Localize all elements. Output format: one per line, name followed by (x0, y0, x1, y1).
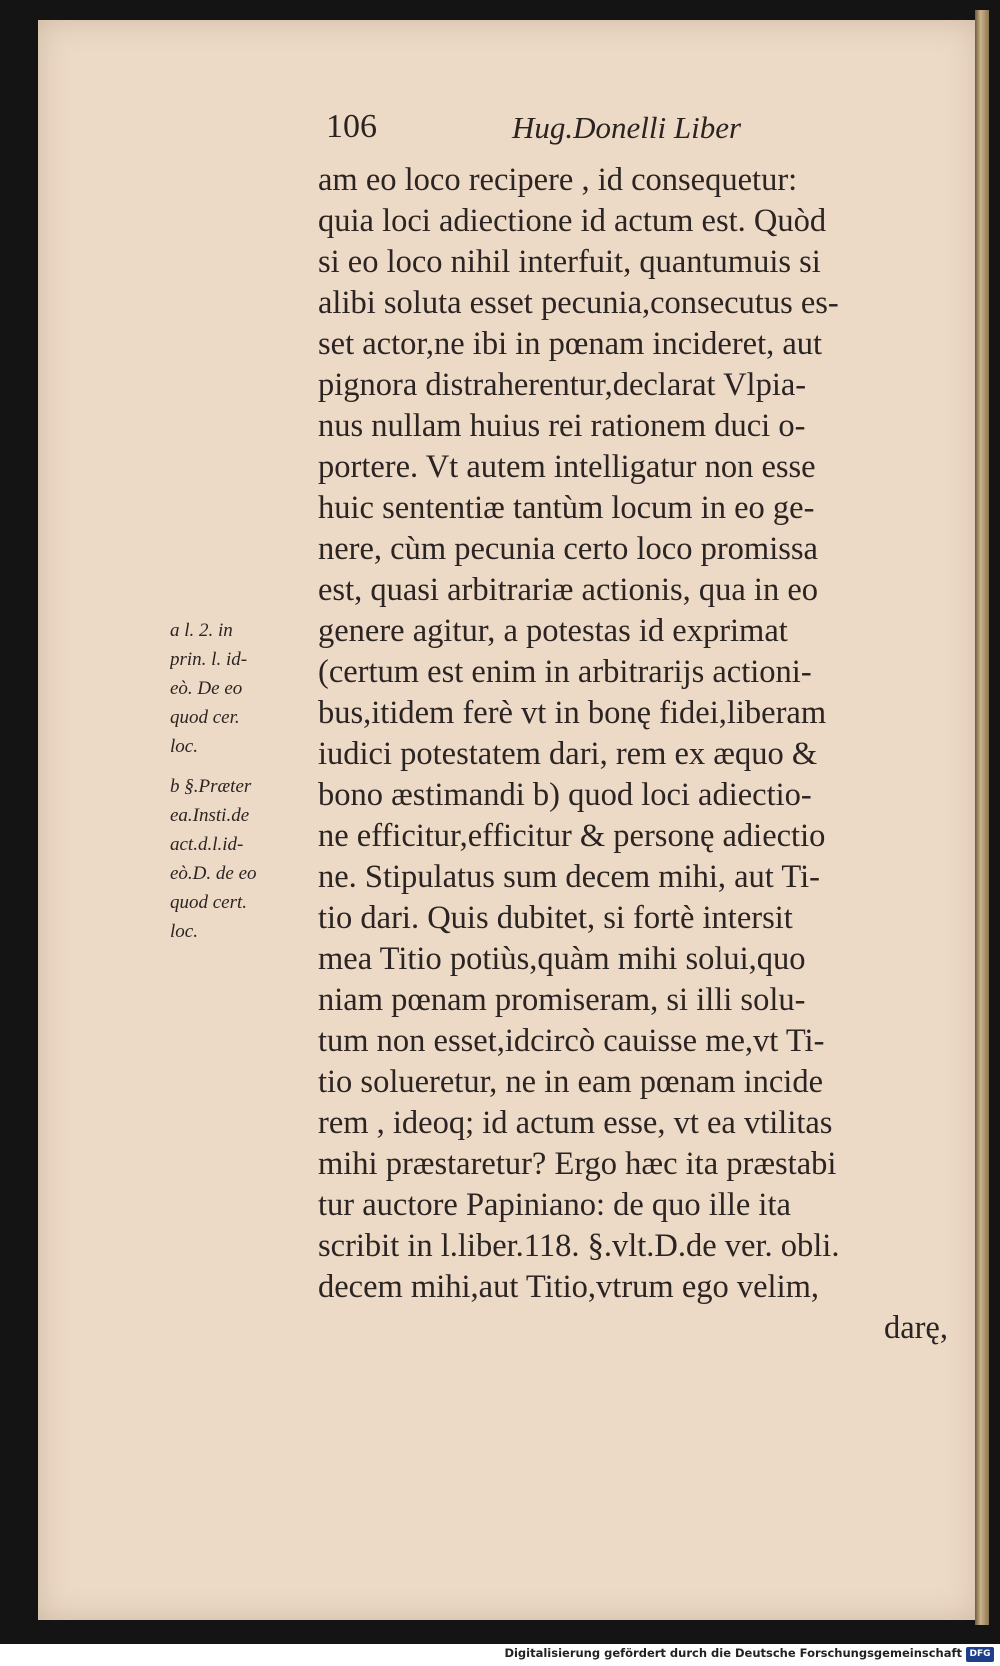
margin-note-line: eò.D. de eo (170, 863, 257, 884)
margin-note-line: a l. 2. in (170, 620, 233, 641)
margin-note-line: act.d.l.id- (170, 834, 244, 855)
margin-note-line: b §.Præter (170, 776, 252, 797)
margin-note-line: loc. (170, 736, 198, 757)
margin-note-line: loc. (170, 921, 198, 942)
page-header (326, 108, 796, 152)
text-line: bus,itidem ferè vt in bonę fidei,liberam (318, 695, 827, 731)
margin-note-line: quod cert. (170, 892, 248, 913)
text-line: pignora distraherentur,declarat Vlpia- (318, 367, 807, 403)
text-line: tio solueretur, ne in eam pœnam incide (318, 1064, 824, 1100)
text-line: set actor,ne ibi in pœnam incideret, aut (318, 326, 823, 362)
text-line: quia loci adiectione id actum est. Quòd (318, 203, 827, 239)
body-text (318, 160, 948, 1349)
text-line: huic sententiæ tantùm locum in eo ge- (318, 490, 815, 526)
margin-note (170, 616, 310, 761)
page-edge (975, 10, 989, 1625)
text-line: est, quasi arbitrariæ actionis, qua in eo (318, 572, 819, 608)
text-line: tum non esset,idcircò cauisse me,vt Ti- (318, 1023, 825, 1059)
text-line: darę, (883, 1310, 948, 1346)
dfg-logo: DFG (966, 1647, 994, 1662)
text-line: mea Titio potiùs,quàm mihi solui,quo (318, 941, 806, 977)
text-line: rem , ideoq; id actum esse, vt ea vtilitas (318, 1105, 833, 1141)
margin-notes (170, 616, 310, 957)
text-line: mihi præstaretur? Ergo hæc ita præstabi (318, 1146, 837, 1182)
text-line: ne efficitur,efficitur & personę adiectio (318, 818, 826, 854)
text-line: tur auctore Papiniano: de quo ille ita (318, 1187, 791, 1223)
text-line: genere agitur, a potestas id exprimat (318, 613, 788, 649)
text-line: iudici potestatem dari, rem ex æquo & (318, 736, 818, 772)
text-line: tio dari. Quis dubitet, si fortè intersit (318, 900, 793, 936)
text-line: nus nullam huius rei rationem duci o- (318, 408, 806, 444)
text-line: alibi soluta esset pecunia,consecutus es- (318, 285, 839, 321)
text-line: ne. Stipulatus sum decem mihi, aut Ti- (318, 859, 820, 895)
footer-bar (0, 1644, 1000, 1666)
funding-credit: Digitalisierung gefördert durch die Deutsche Forschungsgemeinschaft (504, 1646, 962, 1660)
margin-note-line: ea.Insti.de (170, 805, 250, 826)
text-line: (certum est enim in arbitrarijs actioni- (318, 654, 812, 690)
text-line: decem mihi,aut Titio,vtrum ego velim, (318, 1269, 820, 1305)
text-line: nere, cùm pecunia certo loco promissa (318, 531, 818, 567)
page-number: 106 (326, 108, 377, 145)
text-line: am eo loco recipere , id consequetur: (318, 162, 798, 198)
running-head: Hug.Donelli Liber (512, 110, 742, 145)
text-line: bono æstimandi b) quod loci adiectio- (318, 777, 812, 813)
margin-note (170, 772, 310, 946)
text-line: scribit in l.liber.118. §.vlt.D.de ver. obli. (318, 1228, 840, 1264)
text-line: portere. Vt autem intelligatur non esse (318, 449, 816, 485)
margin-note-line: quod cer. (170, 707, 240, 728)
text-line: si eo loco nihil interfuit, quantumuis si (318, 244, 821, 280)
margin-note-line: prin. l. id- (170, 649, 248, 670)
margin-note-line: eò. De eo (170, 678, 243, 699)
text-line: niam pœnam promiseram, si illi solu- (318, 982, 806, 1018)
